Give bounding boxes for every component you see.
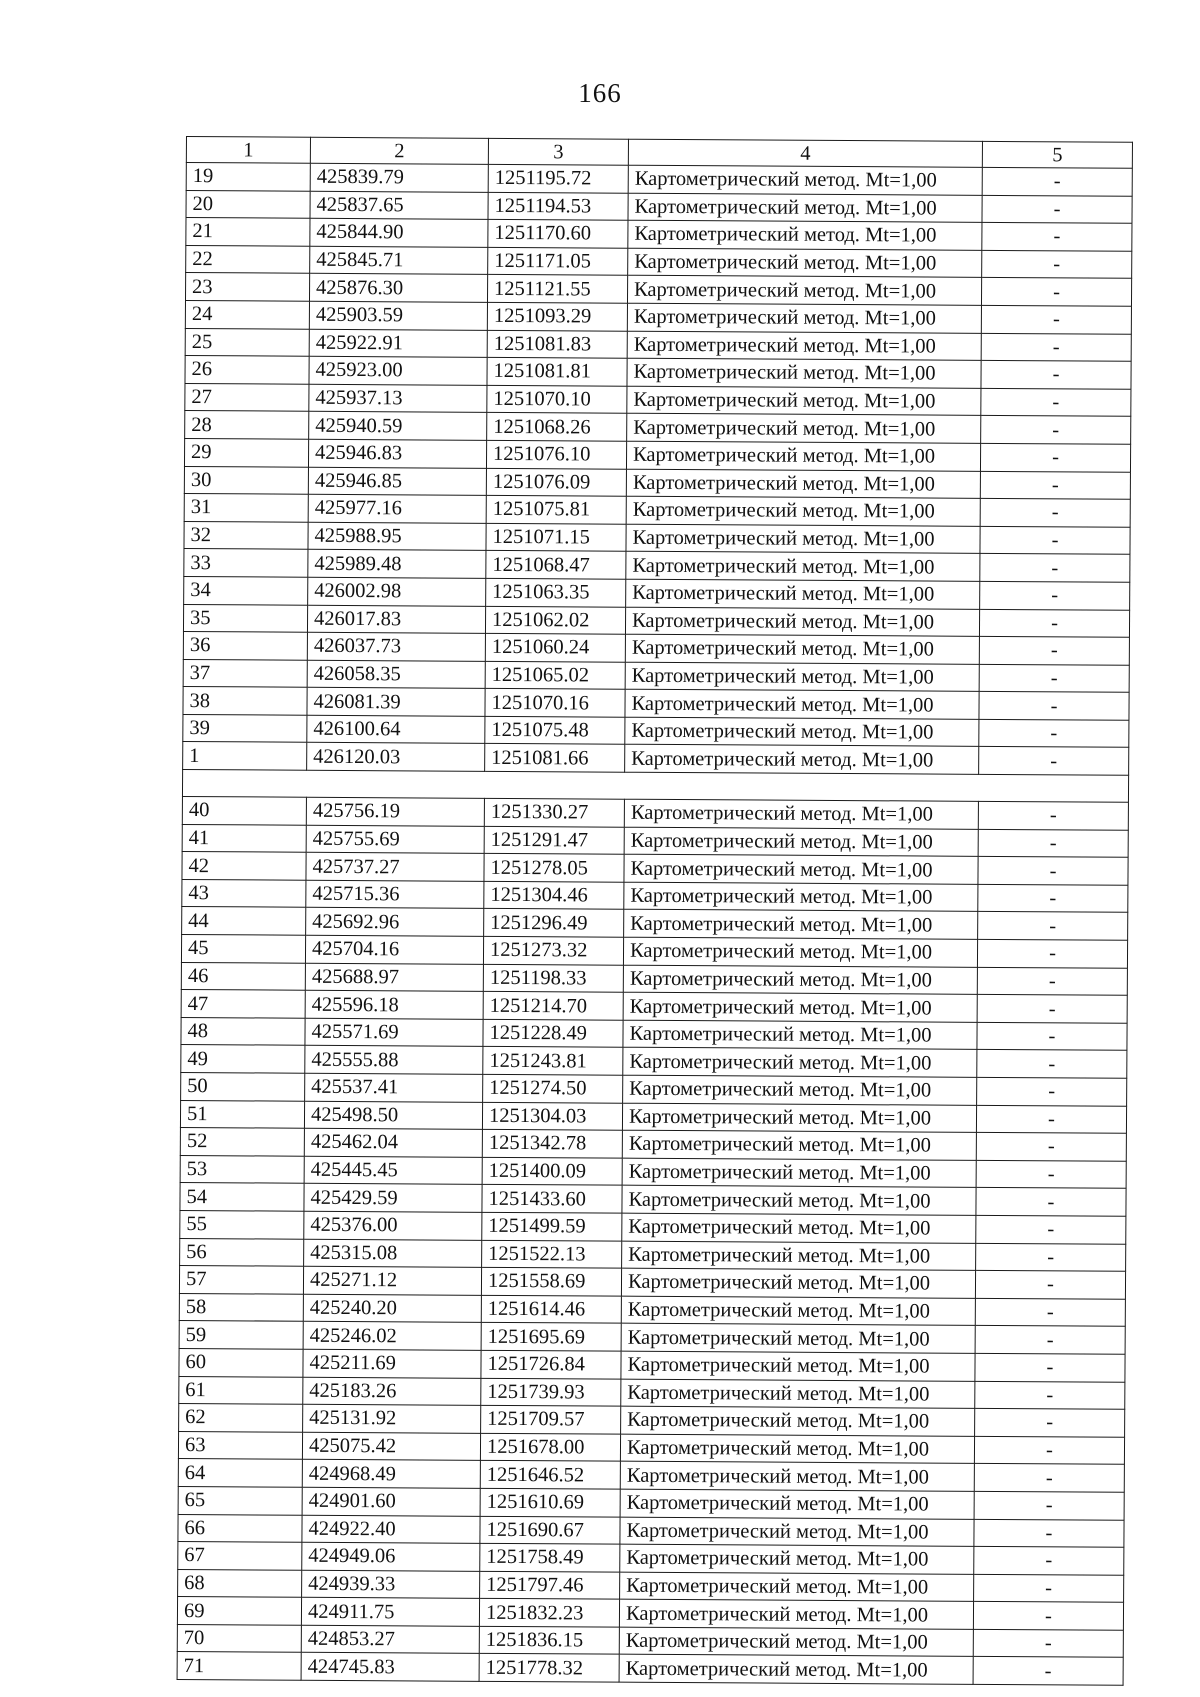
method-cell: Картометрический метод. Mt=1,00 xyxy=(619,1599,973,1629)
point-number-cell: 60 xyxy=(179,1348,303,1376)
x-coordinate-cell: 425977.16 xyxy=(308,494,486,523)
y-coordinate-cell: 1251195.72 xyxy=(488,164,628,192)
x-coordinate-cell: 425183.26 xyxy=(303,1377,481,1406)
column-header: 3 xyxy=(488,138,628,165)
method-cell: Картометрический метод. Mt=1,00 xyxy=(620,1489,974,1519)
point-number-cell: 61 xyxy=(179,1376,303,1404)
point-number-cell: 51 xyxy=(180,1100,304,1128)
method-cell: Картометрический метод. Mt=1,00 xyxy=(623,937,977,967)
precision-cell: - xyxy=(976,1243,1126,1272)
point-number-cell: 64 xyxy=(178,1459,302,1487)
precision-cell: - xyxy=(976,1105,1126,1134)
precision-cell: - xyxy=(980,554,1130,583)
table-body xyxy=(177,163,1132,1686)
x-coordinate-cell: 425839.79 xyxy=(310,163,488,192)
method-cell: Картометрический метод. Mt=1,00 xyxy=(626,496,980,526)
method-cell: Картометрический метод. Mt=1,00 xyxy=(621,1406,975,1436)
point-number-cell: 31 xyxy=(184,494,308,522)
y-coordinate-cell: 1251709.57 xyxy=(481,1405,621,1433)
column-header: 2 xyxy=(310,137,488,164)
x-coordinate-cell: 426120.03 xyxy=(307,743,485,772)
x-coordinate-cell: 425903.59 xyxy=(309,301,487,330)
y-coordinate-cell: 1251243.81 xyxy=(483,1047,623,1075)
precision-cell: - xyxy=(979,609,1129,638)
x-coordinate-cell: 424853.27 xyxy=(301,1625,479,1654)
precision-cell: - xyxy=(977,967,1127,996)
y-coordinate-cell: 1251273.32 xyxy=(483,936,623,964)
method-cell: Картометрический метод. Mt=1,00 xyxy=(622,1186,976,1216)
method-cell: Картометрический метод. Mt=1,00 xyxy=(627,303,981,333)
precision-cell: - xyxy=(982,223,1132,252)
y-coordinate-cell: 1251304.03 xyxy=(482,1102,622,1130)
precision-cell: - xyxy=(974,1464,1124,1493)
precision-cell: - xyxy=(977,1022,1127,1051)
y-coordinate-cell: 1251291.47 xyxy=(484,826,624,854)
method-cell: Картометрический метод. Mt=1,00 xyxy=(622,1103,976,1133)
point-number-cell: 28 xyxy=(185,411,309,439)
x-coordinate-cell: 425429.59 xyxy=(304,1184,482,1213)
x-coordinate-cell: 425376.00 xyxy=(304,1211,482,1240)
point-number-cell: 48 xyxy=(181,1017,305,1045)
y-coordinate-cell: 1251121.55 xyxy=(487,275,627,303)
method-cell: Картометрический метод. Mt=1,00 xyxy=(624,799,978,829)
method-cell: Картометрический метод. Mt=1,00 xyxy=(627,414,981,444)
precision-cell: - xyxy=(975,1381,1125,1410)
y-coordinate-cell: 1251228.49 xyxy=(483,1019,623,1047)
point-number-cell: 24 xyxy=(185,300,309,328)
y-coordinate-cell: 1251690.67 xyxy=(480,1516,620,1544)
precision-cell: - xyxy=(979,636,1129,665)
method-cell: Картометрический метод. Mt=1,00 xyxy=(623,992,977,1022)
point-number-cell: 22 xyxy=(186,245,310,273)
method-cell: Картометрический метод. Mt=1,00 xyxy=(625,607,979,637)
y-coordinate-cell: 1251194.53 xyxy=(488,192,628,220)
precision-cell: - xyxy=(981,361,1131,390)
x-coordinate-cell: 425989.48 xyxy=(308,550,486,579)
x-coordinate-cell: 425837.65 xyxy=(310,191,488,220)
point-number-cell: 39 xyxy=(183,714,307,742)
method-cell: Картометрический метод. Mt=1,00 xyxy=(621,1268,975,1298)
point-number-cell: 47 xyxy=(181,990,305,1018)
point-number-cell: 65 xyxy=(178,1486,302,1514)
x-coordinate-cell: 426037.73 xyxy=(307,632,485,661)
y-coordinate-cell: 1251070.10 xyxy=(487,385,627,413)
x-coordinate-cell: 425937.13 xyxy=(309,384,487,413)
point-number-cell: 20 xyxy=(186,190,310,218)
y-coordinate-cell: 1251342.78 xyxy=(482,1130,622,1158)
method-cell: Картометрический метод. Mt=1,00 xyxy=(622,1213,976,1243)
precision-cell: - xyxy=(979,664,1129,693)
x-coordinate-cell: 425988.95 xyxy=(308,522,486,551)
method-cell: Картометрический метод. Mt=1,00 xyxy=(620,1434,974,1464)
x-coordinate-cell: 425211.69 xyxy=(303,1349,481,1378)
y-coordinate-cell: 1251836.15 xyxy=(479,1626,619,1654)
x-coordinate-cell: 425571.69 xyxy=(305,1018,483,1047)
point-number-cell: 58 xyxy=(179,1293,303,1321)
y-coordinate-cell: 1251075.48 xyxy=(485,716,625,744)
point-number-cell: 57 xyxy=(179,1266,303,1294)
y-coordinate-cell: 1251198.33 xyxy=(483,964,623,992)
point-number-cell: 66 xyxy=(178,1514,302,1542)
x-coordinate-cell: 425075.42 xyxy=(302,1432,480,1461)
x-coordinate-cell: 425737.27 xyxy=(306,852,484,881)
y-coordinate-cell: 1251433.60 xyxy=(482,1185,622,1213)
x-coordinate-cell: 425537.41 xyxy=(305,1073,483,1102)
method-cell: Картометрический метод. Mt=1,00 xyxy=(627,358,981,388)
point-number-cell: 49 xyxy=(181,1045,305,1073)
y-coordinate-cell: 1251081.66 xyxy=(485,744,625,772)
precision-cell: - xyxy=(974,1574,1124,1603)
y-coordinate-cell: 1251076.09 xyxy=(486,468,626,496)
precision-cell: - xyxy=(981,416,1131,445)
y-coordinate-cell: 1251296.49 xyxy=(484,909,624,937)
precision-cell: - xyxy=(977,939,1127,968)
method-cell: Картометрический метод. Mt=1,00 xyxy=(625,662,979,692)
point-number-cell: 26 xyxy=(185,356,309,384)
point-number-cell: 52 xyxy=(180,1128,304,1156)
x-coordinate-cell: 425946.85 xyxy=(308,467,486,496)
y-coordinate-cell: 1251065.02 xyxy=(485,661,625,689)
point-number-cell: 35 xyxy=(183,604,307,632)
y-coordinate-cell: 1251076.10 xyxy=(486,440,626,468)
precision-cell: - xyxy=(975,1353,1125,1382)
y-coordinate-cell: 1251081.83 xyxy=(487,330,627,358)
method-cell: Картометрический метод. Mt=1,00 xyxy=(620,1544,974,1574)
precision-cell: - xyxy=(974,1491,1124,1520)
x-coordinate-cell: 424968.49 xyxy=(302,1460,480,1489)
precision-cell: - xyxy=(973,1657,1123,1686)
method-cell: Картометрический метод. Mt=1,00 xyxy=(620,1572,974,1602)
x-coordinate-cell: 425876.30 xyxy=(309,274,487,303)
method-cell: Картометрический метод. Mt=1,00 xyxy=(628,248,982,278)
x-coordinate-cell: 425922.91 xyxy=(309,329,487,358)
x-coordinate-cell: 425755.69 xyxy=(306,825,484,854)
precision-cell: - xyxy=(976,1160,1126,1189)
point-number-cell: 21 xyxy=(186,218,310,246)
y-coordinate-cell: 1251330.27 xyxy=(484,798,624,826)
point-number-cell: 46 xyxy=(181,962,305,990)
method-cell: Картометрический метод. Mt=1,00 xyxy=(624,827,978,857)
method-cell: Картометрический метод. Mt=1,00 xyxy=(627,331,981,361)
method-cell: Картометрический метод. Mt=1,00 xyxy=(626,441,980,471)
method-cell: Картометрический метод. Mt=1,00 xyxy=(624,910,978,940)
point-number-cell: 30 xyxy=(184,466,308,494)
point-number-cell: 41 xyxy=(182,824,306,852)
method-cell: Картометрический метод. Mt=1,00 xyxy=(628,193,982,223)
precision-cell: - xyxy=(975,1326,1125,1355)
y-coordinate-cell: 1251075.81 xyxy=(486,495,626,523)
x-coordinate-cell: 426058.35 xyxy=(307,660,485,689)
precision-cell: - xyxy=(974,1436,1124,1465)
point-number-cell: 50 xyxy=(181,1072,305,1100)
precision-cell: - xyxy=(976,1188,1126,1217)
precision-cell: - xyxy=(976,1133,1126,1162)
precision-cell: - xyxy=(982,250,1132,279)
precision-cell: - xyxy=(979,747,1129,776)
precision-cell: - xyxy=(981,305,1131,334)
x-coordinate-cell: 424911.75 xyxy=(301,1598,479,1627)
table-row xyxy=(177,1652,1123,1685)
method-cell: Картометрический метод. Mt=1,00 xyxy=(623,1075,977,1105)
precision-cell: - xyxy=(973,1629,1123,1658)
y-coordinate-cell: 1251400.09 xyxy=(482,1157,622,1185)
point-number-cell: 42 xyxy=(182,852,306,880)
point-number-cell: 59 xyxy=(179,1321,303,1349)
method-cell: Картометрический метод. Mt=1,00 xyxy=(620,1517,974,1547)
precision-cell: - xyxy=(978,857,1128,886)
x-coordinate-cell: 425271.12 xyxy=(303,1266,481,1295)
precision-cell: - xyxy=(975,1298,1125,1327)
y-coordinate-cell: 1251071.15 xyxy=(486,523,626,551)
x-coordinate-cell: 425462.04 xyxy=(304,1128,482,1157)
x-coordinate-cell: 425131.92 xyxy=(303,1404,481,1433)
precision-cell: - xyxy=(974,1546,1124,1575)
precision-cell: - xyxy=(980,526,1130,555)
page-number: 166 xyxy=(578,78,622,108)
precision-cell: - xyxy=(981,333,1131,362)
method-cell: Картометрический метод. Mt=1,00 xyxy=(628,220,982,250)
point-number-cell: 40 xyxy=(182,797,306,825)
x-coordinate-cell: 425844.90 xyxy=(310,218,488,247)
precision-cell: - xyxy=(975,1271,1125,1300)
method-cell: Картометрический метод. Mt=1,00 xyxy=(621,1296,975,1326)
y-coordinate-cell: 1251797.46 xyxy=(480,1571,620,1599)
x-coordinate-cell: 424922.40 xyxy=(302,1515,480,1544)
x-coordinate-cell: 425240.20 xyxy=(303,1294,481,1323)
precision-cell: - xyxy=(978,801,1128,830)
precision-cell: - xyxy=(980,498,1130,527)
point-number-cell: 33 xyxy=(184,549,308,577)
precision-cell: - xyxy=(980,471,1130,500)
method-cell: Картометрический метод. Mt=1,00 xyxy=(619,1627,973,1657)
x-coordinate-cell: 425756.19 xyxy=(306,797,484,826)
y-coordinate-cell: 1251081.81 xyxy=(487,358,627,386)
x-coordinate-cell: 425688.97 xyxy=(305,963,483,992)
x-coordinate-cell: 425923.00 xyxy=(309,356,487,385)
point-number-cell: 62 xyxy=(179,1404,303,1432)
y-coordinate-cell: 1251614.46 xyxy=(481,1295,621,1323)
point-number-cell: 45 xyxy=(181,935,305,963)
x-coordinate-cell: 425845.71 xyxy=(310,246,488,275)
point-number-cell: 56 xyxy=(180,1238,304,1266)
method-cell: Картометрический метод. Mt=1,00 xyxy=(622,1130,976,1160)
precision-cell: - xyxy=(977,1050,1127,1079)
y-coordinate-cell: 1251063.35 xyxy=(486,578,626,606)
method-cell: Картометрический метод. Mt=1,00 xyxy=(626,552,980,582)
y-coordinate-cell: 1251778.32 xyxy=(479,1654,619,1682)
point-number-cell: 67 xyxy=(178,1542,302,1570)
y-coordinate-cell: 1251678.00 xyxy=(480,1433,620,1461)
y-coordinate-cell: 1251274.50 xyxy=(483,1074,623,1102)
x-coordinate-cell: 424901.60 xyxy=(302,1487,480,1516)
method-cell: Картометрический метод. Mt=1,00 xyxy=(626,524,980,554)
method-cell: Картометрический метод. Mt=1,00 xyxy=(625,745,979,775)
point-number-cell: 44 xyxy=(182,907,306,935)
point-number-cell: 23 xyxy=(185,273,309,301)
y-coordinate-cell: 1251739.93 xyxy=(481,1378,621,1406)
column-header: 1 xyxy=(186,137,310,164)
precision-cell: - xyxy=(982,195,1132,224)
y-coordinate-cell: 1251070.16 xyxy=(485,689,625,717)
point-number-cell: 36 xyxy=(183,632,307,660)
point-number-cell: 71 xyxy=(177,1652,301,1680)
coordinates-table xyxy=(177,136,1133,1686)
method-cell: Картометрический метод. Mt=1,00 xyxy=(619,1655,973,1685)
y-coordinate-cell: 1251646.52 xyxy=(480,1461,620,1489)
y-coordinate-cell: 1251695.69 xyxy=(481,1323,621,1351)
point-number-cell: 37 xyxy=(183,659,307,687)
precision-cell: - xyxy=(980,581,1130,610)
y-coordinate-cell: 1251304.46 xyxy=(484,881,624,909)
point-number-cell: 32 xyxy=(184,521,308,549)
precision-cell: - xyxy=(973,1602,1123,1631)
method-cell: Картометрический метод. Mt=1,00 xyxy=(627,276,981,306)
x-coordinate-cell: 425940.59 xyxy=(309,412,487,441)
method-cell: Картометрический метод. Mt=1,00 xyxy=(622,1241,976,1271)
method-cell: Картометрический метод. Mt=1,00 xyxy=(622,1158,976,1188)
precision-cell: - xyxy=(982,167,1132,196)
y-coordinate-cell: 1251214.70 xyxy=(483,992,623,1020)
point-number-cell: 38 xyxy=(183,687,307,715)
point-number-cell: 25 xyxy=(185,328,309,356)
y-coordinate-cell: 1251062.02 xyxy=(485,606,625,634)
precision-cell: - xyxy=(978,884,1128,913)
point-number-cell: 69 xyxy=(177,1597,301,1625)
precision-cell: - xyxy=(981,388,1131,417)
y-coordinate-cell: 1251758.49 xyxy=(480,1543,620,1571)
point-number-cell: 43 xyxy=(182,879,306,907)
method-cell: Картометрический метод. Mt=1,00 xyxy=(627,386,981,416)
method-cell: Картометрический метод. Mt=1,00 xyxy=(624,882,978,912)
y-coordinate-cell: 1251093.29 xyxy=(487,302,627,330)
method-cell: Картометрический метод. Mt=1,00 xyxy=(623,1048,977,1078)
x-coordinate-cell: 425498.50 xyxy=(304,1101,482,1130)
precision-cell: - xyxy=(976,1215,1126,1244)
precision-cell: - xyxy=(977,995,1127,1024)
y-coordinate-cell: 1251171.05 xyxy=(488,247,628,275)
method-cell: Картометрический метод. Mt=1,00 xyxy=(621,1324,975,1354)
precision-cell: - xyxy=(978,829,1128,858)
precision-cell: - xyxy=(978,912,1128,941)
x-coordinate-cell: 426100.64 xyxy=(307,715,485,744)
point-number-cell: 63 xyxy=(178,1431,302,1459)
x-coordinate-cell: 425692.96 xyxy=(306,908,484,937)
point-number-cell: 34 xyxy=(184,576,308,604)
y-coordinate-cell: 1251726.84 xyxy=(481,1350,621,1378)
precision-cell: - xyxy=(979,719,1129,748)
y-coordinate-cell: 1251558.69 xyxy=(481,1267,621,1295)
precision-cell: - xyxy=(975,1408,1125,1437)
point-number-cell: 55 xyxy=(180,1210,304,1238)
point-number-cell: 19 xyxy=(186,163,310,191)
point-number-cell: 1 xyxy=(183,742,307,770)
x-coordinate-cell: 424949.06 xyxy=(302,1542,480,1571)
column-header: 4 xyxy=(628,139,982,167)
x-coordinate-cell: 425246.02 xyxy=(303,1322,481,1351)
method-cell: Картометрический метод. Mt=1,00 xyxy=(625,689,979,719)
y-coordinate-cell: 1251068.47 xyxy=(486,551,626,579)
method-cell: Картометрический метод. Mt=1,00 xyxy=(621,1379,975,1409)
x-coordinate-cell: 425715.36 xyxy=(306,880,484,909)
x-coordinate-cell: 426081.39 xyxy=(307,688,485,717)
method-cell: Картометрический метод. Mt=1,00 xyxy=(623,965,977,995)
x-coordinate-cell: 425596.18 xyxy=(305,990,483,1019)
y-coordinate-cell: 1251499.59 xyxy=(482,1212,622,1240)
precision-cell: - xyxy=(977,1077,1127,1106)
method-cell: Картометрический метод. Mt=1,00 xyxy=(624,854,978,884)
column-header: 5 xyxy=(982,141,1132,168)
x-coordinate-cell: 425555.88 xyxy=(305,1046,483,1075)
precision-cell: - xyxy=(974,1519,1124,1548)
x-coordinate-cell: 424939.33 xyxy=(302,1570,480,1599)
x-coordinate-cell: 426017.83 xyxy=(307,605,485,634)
precision-cell: - xyxy=(980,443,1130,472)
method-cell: Картометрический метод. Mt=1,00 xyxy=(626,469,980,499)
x-coordinate-cell: 425445.45 xyxy=(304,1156,482,1185)
y-coordinate-cell: 1251170.60 xyxy=(488,220,628,248)
x-coordinate-cell: 424745.83 xyxy=(301,1653,479,1682)
method-cell: Картометрический метод. Mt=1,00 xyxy=(620,1461,974,1491)
y-coordinate-cell: 1251068.26 xyxy=(487,413,627,441)
method-cell: Картометрический метод. Mt=1,00 xyxy=(623,1020,977,1050)
y-coordinate-cell: 1251610.69 xyxy=(480,1488,620,1516)
point-number-cell: 27 xyxy=(185,383,309,411)
precision-cell: - xyxy=(981,278,1131,307)
point-number-cell: 68 xyxy=(178,1569,302,1597)
precision-cell: - xyxy=(979,692,1129,721)
y-coordinate-cell: 1251522.13 xyxy=(482,1240,622,1268)
y-coordinate-cell: 1251832.23 xyxy=(479,1599,619,1627)
point-number-cell: 70 xyxy=(177,1624,301,1652)
method-cell: Картометрический метод. Mt=1,00 xyxy=(625,634,979,664)
method-cell: Картометрический метод. Mt=1,00 xyxy=(625,717,979,747)
method-cell: Картометрический метод. Mt=1,00 xyxy=(626,579,980,609)
x-coordinate-cell: 425704.16 xyxy=(305,935,483,964)
point-number-cell: 29 xyxy=(184,438,308,466)
method-cell: Картометрический метод. Mt=1,00 xyxy=(628,165,982,195)
point-number-cell: 53 xyxy=(180,1155,304,1183)
y-coordinate-cell: 1251060.24 xyxy=(485,633,625,661)
x-coordinate-cell: 425315.08 xyxy=(304,1239,482,1268)
x-coordinate-cell: 425946.83 xyxy=(308,439,486,468)
x-coordinate-cell: 426002.98 xyxy=(308,577,486,606)
y-coordinate-cell: 1251278.05 xyxy=(484,854,624,882)
method-cell: Картометрический метод. Mt=1,00 xyxy=(621,1351,975,1381)
point-number-cell: 54 xyxy=(180,1183,304,1211)
